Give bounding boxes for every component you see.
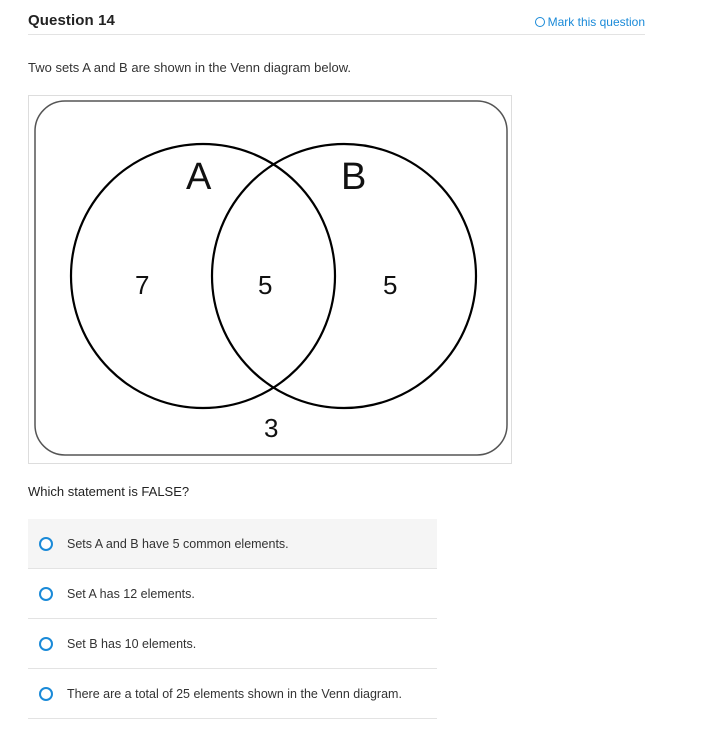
radio-button-icon[interactable] — [39, 687, 53, 701]
mark-question-link[interactable] — [535, 15, 645, 29]
radio-button-icon[interactable] — [39, 637, 53, 651]
only-b-count: 5 — [383, 270, 398, 300]
answer-option-3[interactable] — [28, 619, 437, 669]
answer-option-1[interactable] — [28, 519, 437, 569]
venn-diagram — [29, 96, 513, 465]
intersection-count: 5 — [258, 270, 273, 300]
set-a-label: A — [186, 156, 212, 198]
answer-option-4[interactable] — [28, 669, 437, 719]
answer-option-label: There are a total of 25 elements shown in the Venn diagram. — [67, 686, 402, 701]
venn-diagram-figure — [28, 95, 512, 464]
circle-outline-icon — [535, 17, 545, 27]
answer-options — [28, 519, 437, 719]
outside-count: 3 — [264, 413, 279, 443]
question-header — [28, 0, 645, 35]
answer-option-label: Sets A and B have 5 common elements. — [67, 536, 289, 551]
question-title: Question 14 — [28, 12, 115, 29]
radio-button-icon[interactable] — [39, 537, 53, 551]
only-a-count: 7 — [135, 270, 150, 300]
radio-button-icon[interactable] — [39, 587, 53, 601]
answer-option-label: Set B has 10 elements. — [67, 636, 197, 651]
mark-question-label: Mark this question — [547, 15, 645, 29]
answer-option-label: Set A has 12 elements. — [67, 586, 195, 601]
answer-option-2[interactable] — [28, 569, 437, 619]
sub-question: Which statement is FALSE? — [28, 484, 190, 499]
set-b-label: B — [341, 156, 367, 198]
question-prompt: Two sets A and B are shown in the Venn diagram below. — [28, 60, 352, 75]
